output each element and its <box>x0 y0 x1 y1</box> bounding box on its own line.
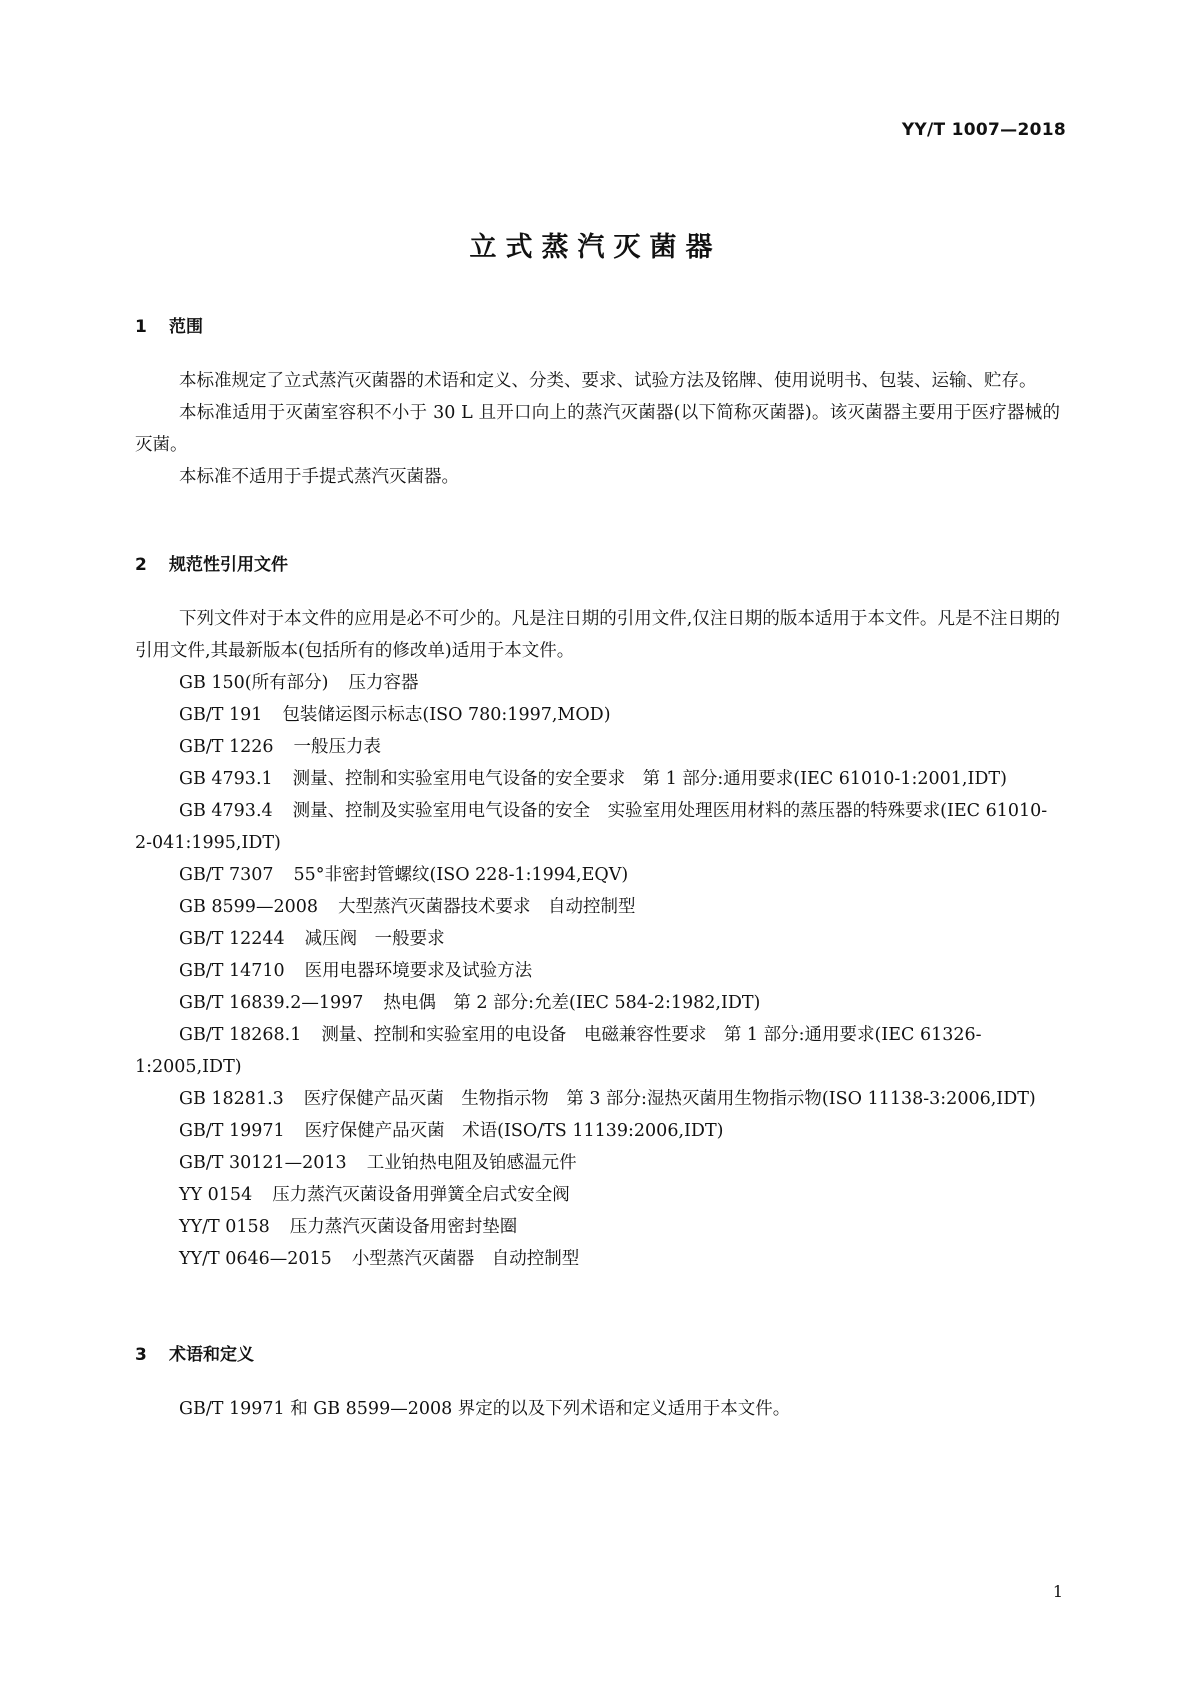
reference-item <box>135 1115 1060 1147</box>
reference-item <box>135 1083 1060 1115</box>
reference-item <box>135 699 1060 731</box>
paragraph: 本标准不适用于手提式蒸汽灭菌器。 <box>179 467 459 487</box>
reference-title: 工业铂热电阻及铂感温元件 <box>366 1153 577 1173</box>
section-2-heading <box>135 550 288 575</box>
reference-item <box>135 1243 1060 1275</box>
reference-code: GB/T 30121—2013 <box>179 1153 347 1173</box>
section-1-heading <box>135 312 203 337</box>
paragraph: GB/T 19971 和 GB 8599—2008 界定的以及下列术语和定义适用于本文件。 <box>179 1399 791 1419</box>
reference-title: 测量、控制和实验室用的电设备 电磁兼容性要求 第 1 部分:通用要求(IEC 61326-1:2005,IDT) <box>135 1025 982 1077</box>
reference-title: 测量、控制及实验室用电气设备的安全 实验室用处理医用材料的蒸压器的特殊要求(IEC 61010-2-041:1995,IDT) <box>135 801 1048 853</box>
standard-code: YY/T 1007—2018 <box>901 120 1066 140</box>
document-title: 立式蒸汽灭菌器 <box>469 232 722 263</box>
reference-title: 包装储运图示标志(ISO 780:1997,MOD) <box>282 705 611 725</box>
reference-item <box>135 795 1060 859</box>
section-2-body <box>135 603 1060 1275</box>
section-title: 规范性引用文件 <box>169 555 288 575</box>
section-3-heading <box>135 1340 254 1365</box>
section-number: 3 <box>135 1345 147 1365</box>
reference-code: GB/T 18268.1 <box>179 1025 302 1045</box>
reference-code: GB/T 1226 <box>179 737 274 757</box>
reference-item <box>135 955 1060 987</box>
section-number: 1 <box>135 317 147 337</box>
reference-item <box>135 987 1060 1019</box>
reference-title: 小型蒸汽灭菌器 自动控制型 <box>351 1249 580 1269</box>
reference-item <box>135 763 1060 795</box>
reference-item <box>135 859 1060 891</box>
reference-code: GB/T 16839.2—1997 <box>179 993 364 1013</box>
reference-title: 减压阀 一般要求 <box>304 929 445 949</box>
reference-title: 测量、控制和实验室用电气设备的安全要求 第 1 部分:通用要求(IEC 61010-1:2001,IDT) <box>292 769 1007 789</box>
reference-code: GB/T 12244 <box>179 929 285 949</box>
paragraph: 本标准适用于灭菌室容积不小于 30 L 且开口向上的蒸汽灭菌器(以下简称灭菌器)。该灭菌器主要用于医疗器械的灭菌。 <box>135 403 1060 455</box>
reference-item <box>135 1179 1060 1211</box>
reference-code: GB 18281.3 <box>179 1089 284 1109</box>
reference-code: GB/T 191 <box>179 705 263 725</box>
reference-item <box>135 731 1060 763</box>
section-3-body <box>135 1393 1060 1425</box>
reference-code: GB 150(所有部分) <box>179 673 329 693</box>
section-number: 2 <box>135 555 147 575</box>
page-number: 1 <box>1052 1582 1063 1601</box>
reference-item <box>135 1211 1060 1243</box>
reference-item <box>135 1019 1060 1083</box>
paragraph: 本标准规定了立式蒸汽灭菌器的术语和定义、分类、要求、试验方法及铭牌、使用说明书、包装、运输、贮存。 <box>179 371 1037 391</box>
reference-code: YY 0154 <box>179 1185 253 1205</box>
reference-title: 热电偶 第 2 部分:允差(IEC 584-2:1982,IDT) <box>383 993 761 1013</box>
section-1-body <box>135 365 1060 493</box>
reference-code: GB 4793.4 <box>179 801 273 821</box>
section-title: 范围 <box>169 317 203 337</box>
reference-title: 压力容器 <box>348 673 419 693</box>
reference-title: 55°非密封管螺纹(ISO 228-1:1994,EQV) <box>293 865 629 885</box>
reference-code: GB 4793.1 <box>179 769 273 789</box>
reference-title: 压力蒸汽灭菌设备用密封垫圈 <box>289 1217 518 1237</box>
reference-item <box>135 923 1060 955</box>
reference-title: 医用电器环境要求及试验方法 <box>304 961 533 981</box>
reference-code: GB 8599—2008 <box>179 897 318 917</box>
reference-title: 大型蒸汽灭菌器技术要求 自动控制型 <box>337 897 636 917</box>
reference-item <box>135 1147 1060 1179</box>
reference-item <box>135 891 1060 923</box>
reference-item <box>135 667 1060 699</box>
reference-title: 医疗保健产品灭菌 术语(ISO/TS 11139:2006,IDT) <box>304 1121 724 1141</box>
reference-code: GB/T 7307 <box>179 865 274 885</box>
reference-title: 医疗保健产品灭菌 生物指示物 第 3 部分:湿热灭菌用生物指示物(ISO 11138-3:2006,IDT) <box>303 1089 1036 1109</box>
paragraph: 下列文件对于本文件的应用是必不可少的。凡是注日期的引用文件,仅注日期的版本适用于本文件。凡是不注日期的引用文件,其最新版本(包括所有的修改单)适用于本文件。 <box>135 609 1060 661</box>
reference-code: YY/T 0158 <box>179 1217 270 1237</box>
reference-code: GB/T 19971 <box>179 1121 285 1141</box>
reference-title: 一般压力表 <box>293 737 382 757</box>
section-title: 术语和定义 <box>169 1345 254 1365</box>
reference-code: YY/T 0646—2015 <box>179 1249 332 1269</box>
reference-title: 压力蒸汽灭菌设备用弹簧全启式安全阀 <box>272 1185 570 1205</box>
reference-code: GB/T 14710 <box>179 961 285 981</box>
